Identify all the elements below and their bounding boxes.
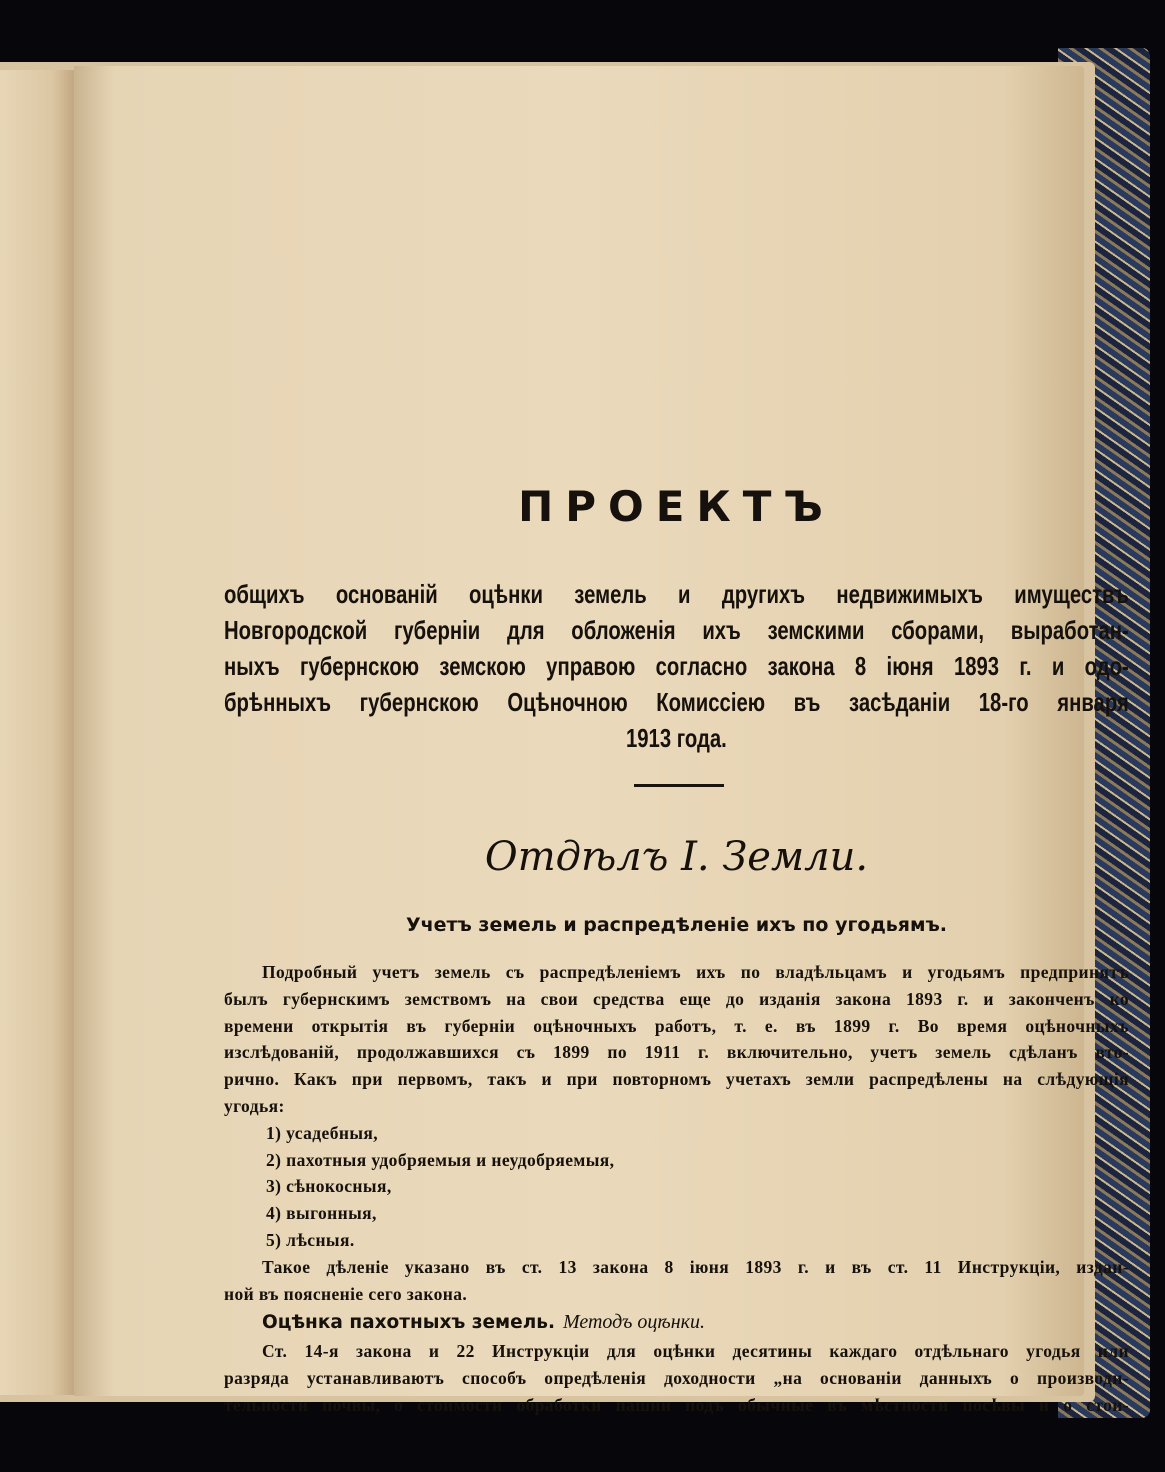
paragraph-line: разряда устанавливаютъ способъ опредѣленія доходности „на основаніи данныхъ о производи- xyxy=(224,1368,1129,1389)
list-item: 3) сѣнокосныя, xyxy=(266,1176,392,1197)
body-text xyxy=(224,959,1129,1419)
paragraph-line: рично. Какъ при первомъ, такъ и при повторномъ учетахъ земли распредѣлены на слѣдующія xyxy=(224,1069,1129,1090)
paragraph-line: тельности почвы, о стоимости обработки пашни подъ обычные въ мѣстности посѣвы и о стои- xyxy=(224,1394,1129,1415)
paragraph-line: Подробный учетъ земель съ распредѣленіемъ ихъ по владѣльцамъ и угодьямъ предпринятъ xyxy=(262,962,1129,982)
paragraph-line: Ст. 14-я закона и 22 Инструкціи для оцѣнки десятины каждаго отдѣльнаго угодья или xyxy=(262,1341,1129,1362)
paragraph-line: угодья: xyxy=(224,1095,285,1116)
subsection-heading-italic: Методъ оцѣнки. xyxy=(562,1311,706,1334)
list-item: 1) усадебныя, xyxy=(266,1122,379,1143)
paragraph-line: ной въ поясненіе сего закона. xyxy=(224,1283,468,1304)
paragraph-line: Такое дѣленіе указано въ ст. 13 закона 8 іюня 1893 г. и въ ст. 11 Инструкціи, издан- xyxy=(262,1256,1129,1277)
list-item: 4) выгонныя, xyxy=(266,1203,377,1224)
subtitle-line: 1913 года. xyxy=(625,723,727,753)
document-page xyxy=(74,66,1129,1415)
paragraph-line: былъ губернскимъ земствомъ на свои средства еще до изданія закона 1893 г. и законченъ ко xyxy=(224,988,1129,1009)
divider-rule xyxy=(634,784,724,787)
subtitle-line: ныхъ губернскою земскою управою согласно закона 8 іюня 1893 г. и одо- xyxy=(224,651,1129,681)
subsection-heading xyxy=(224,1307,1129,1338)
subtitle-line: Новгородской губерніи для обложенія ихъ земскими сборами, выработан- xyxy=(224,615,1129,645)
document-title: ПРОЕКТЪ xyxy=(518,482,835,531)
paragraph-line: времени открытія въ губерніи оцѣночныхъ работъ, т. е. въ 1899 г. Во время оцѣночныхъ xyxy=(224,1015,1129,1036)
list-item: 5) лѣсныя. xyxy=(266,1229,355,1250)
section-title: Отдѣлъ I. Земли. xyxy=(484,834,869,880)
list-item: 2) пахотныя удобряемыя и неудобряемыя, xyxy=(266,1149,615,1170)
section-subheading: Учетъ земель и распредѣленіе ихъ по угодьямъ. xyxy=(405,914,948,936)
left-page-margin xyxy=(0,70,75,1395)
subtitle-line: брѣнныхъ губернскою Оцѣночною Комиссіею въ засѣданіи 18-го января xyxy=(224,687,1129,717)
document-subtitle xyxy=(224,576,1129,756)
subtitle-line: общихъ основаній оцѣнки земель и другихъ недвижимыхъ имуществъ xyxy=(224,579,1129,609)
paragraph-line: изслѣдованій, продолжавшихся съ 1899 по 1911 г. включительно, учетъ земель сдѣланъ вто- xyxy=(224,1042,1129,1063)
subsection-heading-bold: Оцѣнка пахотныхъ земель. xyxy=(262,1312,555,1334)
